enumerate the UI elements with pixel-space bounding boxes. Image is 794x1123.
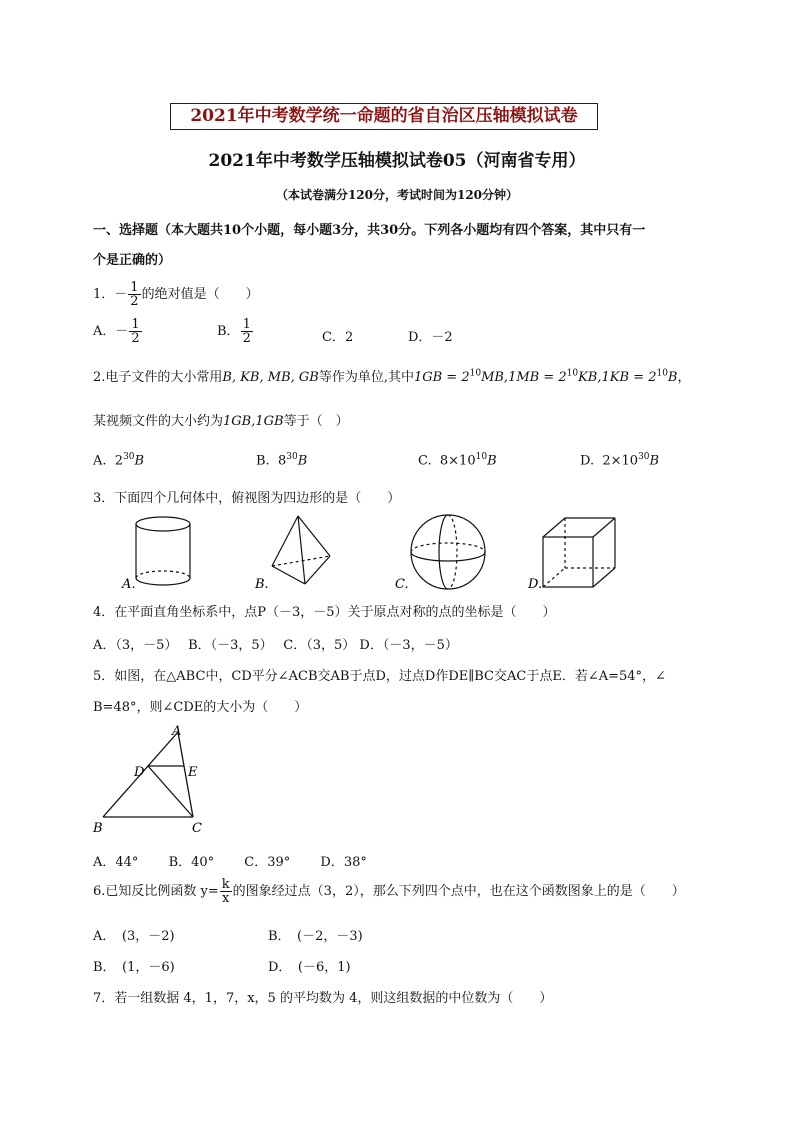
q2-comma: ， xyxy=(677,370,691,385)
q1-opt-a-label: A．－ xyxy=(93,324,129,339)
q2-opt-c-label: C. xyxy=(418,453,432,469)
q2-text-b: 等作为单位,其中 xyxy=(318,370,414,385)
q1-frac-den: 2 xyxy=(130,294,139,309)
q1-fraction xyxy=(128,281,140,308)
q1-option-b xyxy=(217,318,254,345)
q6-text-a: 6.已知反比例函数 y= xyxy=(93,884,219,899)
q6-option-d: D． (－6，1) xyxy=(268,960,351,975)
q1-opt-b-den: 2 xyxy=(242,331,251,346)
q1-option-c: C．2 xyxy=(322,330,354,345)
q1-opt-a-den: 2 xyxy=(131,331,140,346)
q2-opt-d-label: D. xyxy=(580,453,595,469)
q2-exp-1: 10 xyxy=(469,368,482,379)
q6-option-c: B． (1，－6) xyxy=(93,960,175,975)
q2-text-a: 2.电子文件的大小常用 xyxy=(93,370,223,385)
q5-triangle-figure xyxy=(88,720,228,838)
section-heading-line1: 一、选择题（本大题共10个小题，每小题3分，共30分。下列各小题均有四个答案，其中只有一 xyxy=(93,223,646,238)
q3-solids-figure xyxy=(110,510,690,595)
q1-option-a xyxy=(93,318,143,345)
q2-opt-d-exp: 30 xyxy=(638,452,650,462)
question-4: 4．在平面直角坐标系中，点P（－3，－5）关于原点对称的点的坐标是（ ） xyxy=(93,605,556,620)
question-6 xyxy=(93,878,685,905)
q2-line2-a: 某视频文件的大小约为 xyxy=(93,414,224,429)
q4-options: A．（3，－5） B．（－3，5） C．（3，5） D．（－3，－5） xyxy=(93,638,458,653)
q2-line2-b: 等于（ ） xyxy=(283,414,349,429)
q1-opt-a-fraction xyxy=(129,318,141,345)
q2-units: B, KB, MB, GB xyxy=(222,370,319,385)
q3-label-d: D. xyxy=(528,577,543,592)
q2-opt-a-label: A. xyxy=(93,453,107,469)
q2-option-a xyxy=(93,452,144,468)
q2-b: B xyxy=(667,370,678,385)
q2-opt-c-unit: B xyxy=(487,453,497,469)
q3-label-a: A. xyxy=(122,577,136,592)
q1-opt-a-num: 1 xyxy=(131,317,140,332)
question-3: 3．下面四个几何体中，俯视图为四边形的是（ ） xyxy=(93,491,401,506)
fig-label-b: B xyxy=(93,821,103,836)
q6-option-b: B． (－2，－3) xyxy=(268,929,363,944)
q5-options: A．44° B．40° C．39° D．38° xyxy=(93,855,367,870)
q2-opt-d-pre: 2×10 xyxy=(602,453,639,469)
q2-opt-a-unit: B xyxy=(134,453,145,469)
q2-opt-a-base: 2 xyxy=(114,453,124,469)
fig-label-a: A xyxy=(172,724,182,739)
q1-text: 的绝对值是（ ） xyxy=(141,287,259,302)
q2-opt-b-exp: 30 xyxy=(286,452,298,462)
sphere-figure xyxy=(411,515,485,589)
q1-option-d: D．－2 xyxy=(408,330,453,345)
fig-label-c: C xyxy=(192,821,202,836)
q2-exp-3: 10 xyxy=(656,368,668,379)
q2-opt-b-unit: B xyxy=(297,453,308,469)
q6-frac-den: x xyxy=(222,891,230,906)
pyramid-figure xyxy=(272,516,330,584)
q2-mb: MB, xyxy=(481,370,509,385)
question-1 xyxy=(93,281,259,308)
fig-label-d: D xyxy=(134,765,145,780)
q1-opt-b-label: B． xyxy=(217,324,240,339)
q2-opt-a-exp: 30 xyxy=(123,452,135,462)
exam-note: （本试卷满分120分，考试时间为120分钟） xyxy=(275,188,519,202)
q1-number: 1． xyxy=(93,287,115,302)
q6-fraction xyxy=(220,878,232,905)
cylinder-figure xyxy=(136,517,190,585)
q1-minus: － xyxy=(114,287,128,302)
fig-label-e: E xyxy=(188,765,198,780)
q2-opt-b-label: B. xyxy=(256,453,270,469)
question-7: 7．若一组数据 4，1，7，x，5 的平均数为 4，则这组数据的中位数为（ ） xyxy=(93,991,553,1006)
exam-title: 2021年中考数学压轴模拟试卷05（河南省专用） xyxy=(208,151,586,171)
segment-cd xyxy=(148,766,193,817)
q2-option-d xyxy=(580,452,659,468)
q2-option-b xyxy=(256,452,307,468)
question-5-line2: B=48°，则∠CDE的大小为（ ） xyxy=(93,700,308,715)
q2-formula-mb: 1MB = 2 xyxy=(508,370,567,385)
q2-opt-c-exp: 10 xyxy=(475,452,488,462)
section-heading-line2: 个是正确的） xyxy=(93,253,172,268)
q2-formula-kb: 1KB = 2 xyxy=(601,370,657,385)
q1-opt-b-fraction xyxy=(241,318,253,345)
q2-formula-gb: 1GB = 2 xyxy=(413,370,470,385)
q2-kb: KB, xyxy=(578,370,602,385)
q6-text-b: 的图象经过点（3，2），那么下列四个点中，也在这个函数图象上的是（ ） xyxy=(232,884,685,899)
q2-opt-d-unit: B xyxy=(649,453,660,469)
q6-frac-num: k xyxy=(221,877,230,892)
q2-option-c xyxy=(418,452,497,468)
question-5-line1: 5．如图，在△ABC中，CD平分∠ACB交AB于点D，过点D作DE∥BC交AC于点E．若∠A=54°，∠ xyxy=(93,669,666,684)
series-title: 2021年中考数学统一命题的省自治区压轴模拟试卷 xyxy=(170,103,598,130)
q1-opt-b-num: 1 xyxy=(242,317,251,332)
question-2-line1 xyxy=(93,366,691,385)
question-2-line2 xyxy=(93,410,349,429)
q2-opt-b-base: 8 xyxy=(277,453,287,469)
q2-line2-units: 1GB,1GB xyxy=(223,414,284,429)
cube-figure xyxy=(543,518,615,587)
q3-label-b: B. xyxy=(255,577,269,592)
q2-opt-c-pre: 8×10 xyxy=(439,453,476,469)
q1-frac-num: 1 xyxy=(130,280,139,295)
q3-label-c: C. xyxy=(395,577,409,592)
q2-exp-2: 10 xyxy=(566,368,579,379)
q6-option-a: A． (3，－2) xyxy=(93,929,175,944)
